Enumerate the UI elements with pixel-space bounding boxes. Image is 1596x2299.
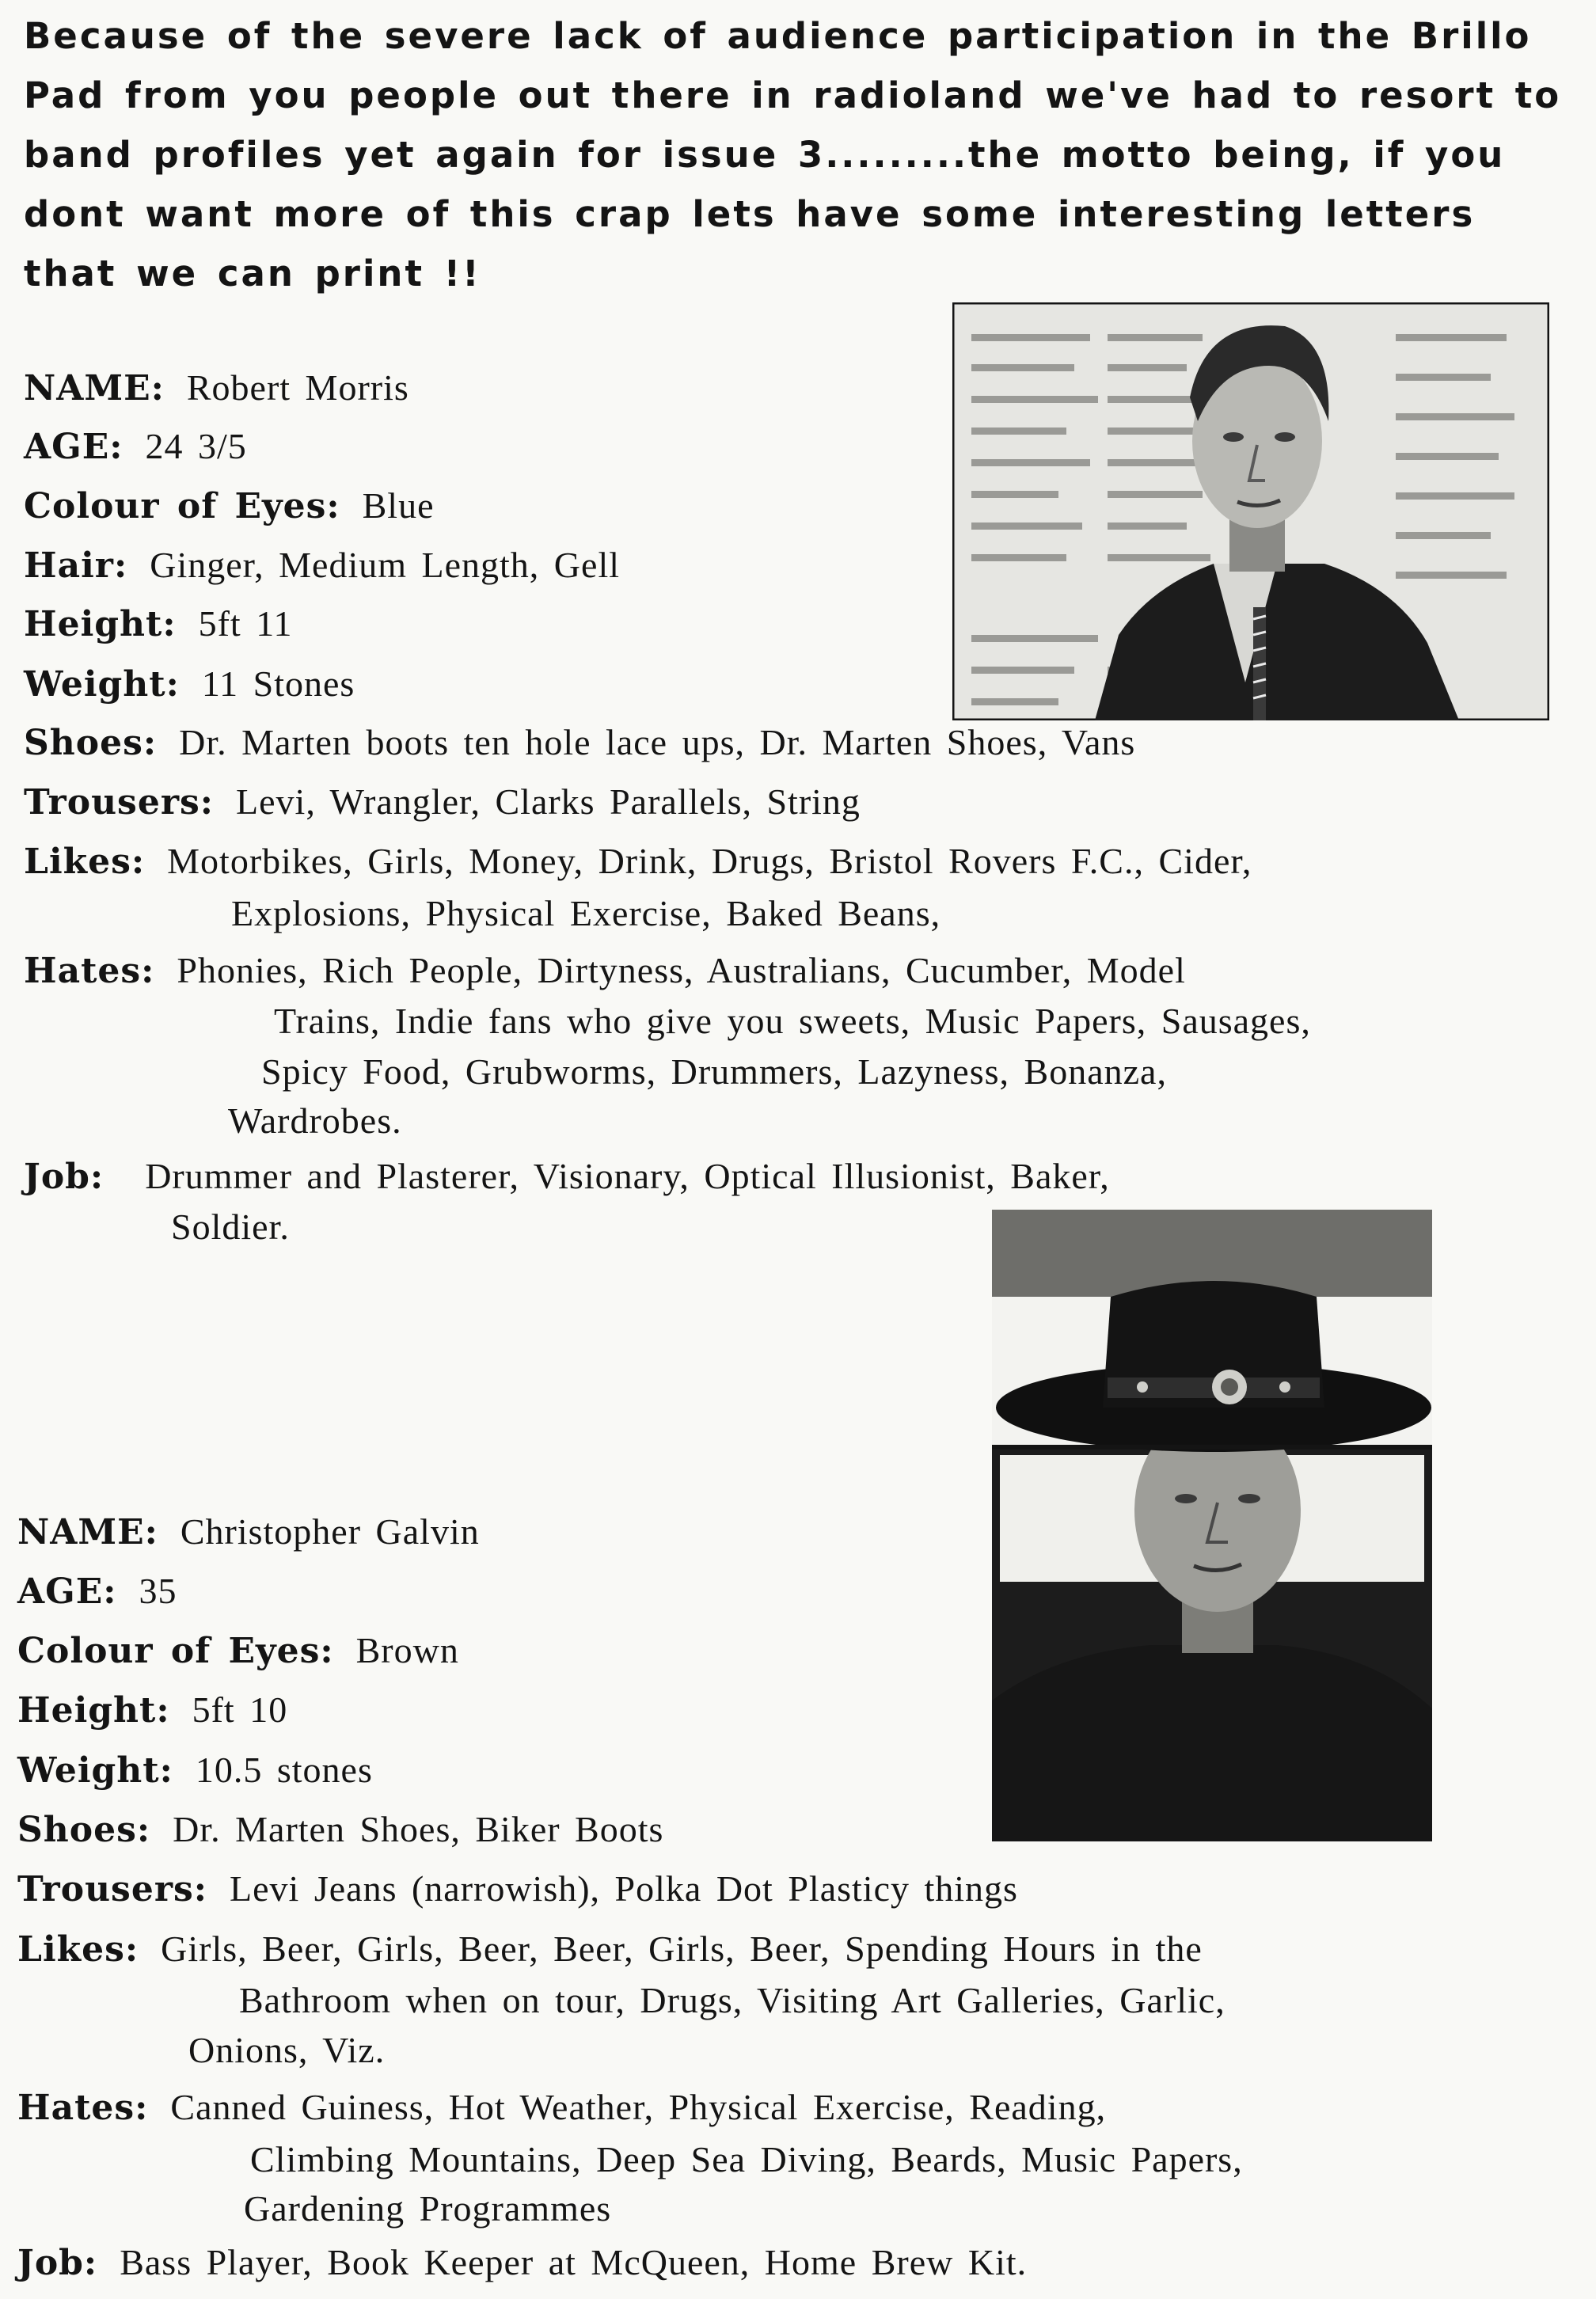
age-value: 35 (139, 1571, 177, 1611)
shoes-value: Dr. Marten Shoes, Biker Boots (173, 1809, 664, 1849)
likes-continuation: Bathroom when on tour, Drugs, Visiting Art Galleries, Garlic, (239, 1980, 1226, 2020)
eyes-label: Colour of Eyes: (17, 1631, 334, 1671)
name-value: Christopher Galvin (180, 1511, 480, 1552)
profile-hair-row (24, 540, 620, 591)
profile-job-row (17, 2237, 1027, 2289)
trousers-label: Trousers: (24, 782, 215, 823)
profile-eyes-row (24, 481, 435, 532)
name-value: Robert Morris (186, 367, 409, 408)
hates-continuation: Wardrobes. (228, 1100, 402, 1141)
hates-label: Hates: (24, 951, 155, 991)
weight-label: Weight: (17, 1750, 173, 1791)
profile-name-row (24, 363, 409, 414)
likes-continuation: Onions, Viz. (188, 2030, 386, 2070)
eyes-value: Brown (355, 1630, 459, 1670)
likes-label: Likes: (24, 842, 146, 882)
trousers-value: Levi, Wrangler, Clarks Parallels, String (236, 781, 861, 822)
job-label: Job: (17, 2243, 98, 2283)
profile-hates-row (17, 2082, 1106, 2134)
trousers-value: Levi Jeans (narrowish), Polka Dot Plasticy things (230, 1868, 1018, 1909)
hair-label: Hair: (24, 545, 128, 586)
shoes-label: Shoes: (24, 723, 158, 763)
photo-christopher-galvin (992, 1210, 1432, 1841)
hates-continuation: Spicy Food, Grubworms, Drummers, Lazyness, Bonanza, (261, 1051, 1167, 1092)
profile-likes-row (17, 1924, 1203, 1975)
eyes-value: Blue (362, 485, 435, 526)
age-label: AGE: (17, 1571, 117, 1612)
hates-continuation: Climbing Mountains, Deep Sea Diving, Beards, Music Papers, (250, 2139, 1243, 2179)
shoes-value: Dr. Marten boots ten hole lace ups, Dr. Marten Shoes, Vans (179, 722, 1136, 762)
profile-likes-row (24, 836, 1252, 887)
age-value: 24 3/5 (145, 426, 247, 466)
weight-value: 11 Stones (201, 663, 355, 704)
profile-trousers-row (24, 777, 861, 828)
job-continuation: Soldier. (171, 1206, 290, 1247)
profile-age-row (17, 1566, 177, 1617)
shoes-label: Shoes: (17, 1810, 151, 1850)
hates-continuation: Gardening Programmes (244, 2188, 612, 2229)
likes-line: Girls, Beer, Girls, Beer, Beer, Girls, Beer, Spending Hours in the (161, 1928, 1203, 1969)
profile-age-row (24, 421, 247, 473)
profile-height-row (24, 598, 293, 650)
job-line: Drummer and Plasterer, Visionary, Optical Illusionist, Baker, (145, 1156, 1110, 1196)
name-label: NAME: (24, 368, 165, 408)
profile-shoes-row (24, 717, 1135, 769)
likes-label: Likes: (17, 1929, 139, 1970)
profile-eyes-row (17, 1625, 459, 1677)
weight-label: Weight: (24, 664, 180, 705)
height-value: 5ft 11 (198, 603, 293, 644)
hates-line: Canned Guiness, Hot Weather, Physical Exercise, Reading, (170, 2087, 1107, 2127)
profile-height-row (17, 1685, 287, 1736)
eyes-label: Colour of Eyes: (24, 486, 340, 526)
likes-continuation: Explosions, Physical Exercise, Baked Beans, (231, 893, 941, 933)
profile-trousers-row (17, 1864, 1018, 1915)
job-value: Bass Player, Book Keeper at McQueen, Home Brew Kit. (120, 2242, 1028, 2282)
weight-value: 10.5 stones (195, 1750, 373, 1790)
height-label: Height: (24, 604, 177, 644)
job-label: Job: (24, 1157, 104, 1197)
hates-line: Phonies, Rich People, Dirtyness, Australians, Cucumber, Model (177, 950, 1186, 990)
likes-line: Motorbikes, Girls, Money, Drink, Drugs, Bristol Rovers F.C., Cider, (167, 841, 1252, 881)
profile-job-row (24, 1151, 1110, 1203)
hates-continuation: Trains, Indie fans who give you sweets, Music Papers, Sausages, (274, 1001, 1311, 1041)
height-value: 5ft 10 (192, 1689, 288, 1730)
profile-shoes-row (17, 1804, 663, 1856)
photo-robert-morris (952, 302, 1549, 720)
trousers-label: Trousers: (17, 1869, 208, 1910)
hates-label: Hates: (17, 2088, 149, 2128)
profile-hates-row (24, 945, 1186, 997)
intro-paragraph: Because of the severe lack of audience participation in the Brillo Pad from you people out there in radioland we've had to resort to band profiles yet again for issue 3.........the motto being, if you dont want more of this crap lets have some interesting letters that we can print !! (24, 15, 1562, 294)
hair-value: Ginger, Medium Length, Gell (150, 545, 620, 585)
age-label: AGE: (24, 427, 124, 467)
height-label: Height: (17, 1690, 170, 1731)
name-label: NAME: (17, 1512, 158, 1552)
profile-name-row (17, 1507, 480, 1558)
profile-weight-row (17, 1745, 373, 1796)
profile-weight-row (24, 659, 355, 710)
